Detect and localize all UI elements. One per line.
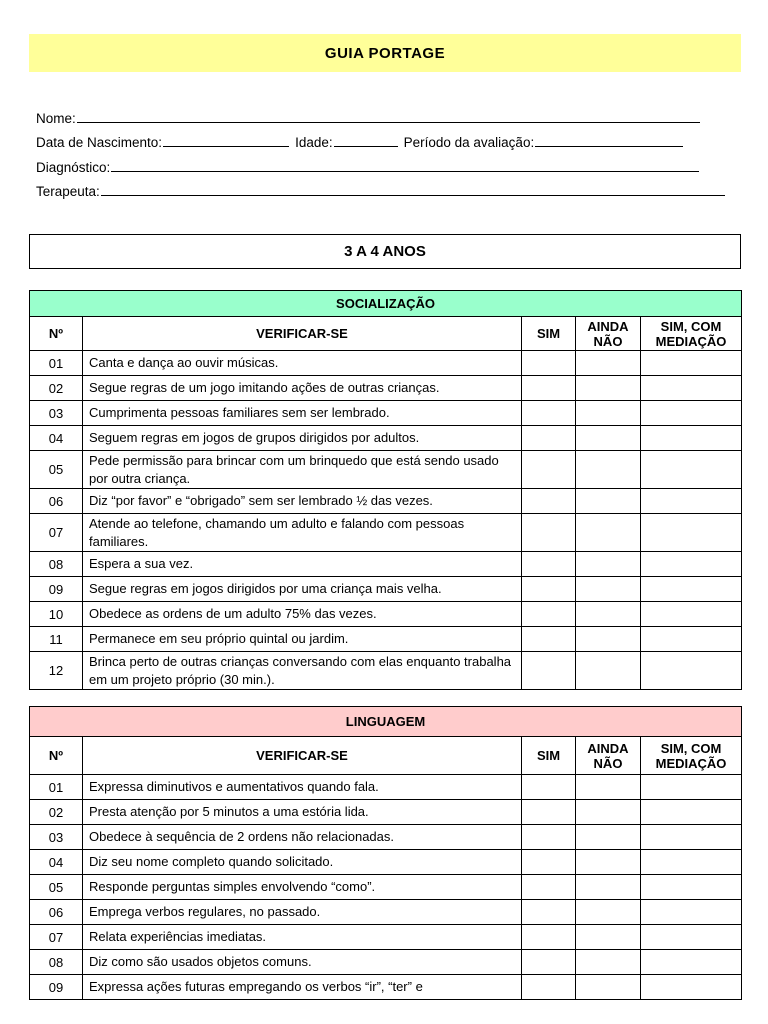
checklist-row [30,652,742,690]
socializacao-table [29,290,742,690]
ainda-nao-cell[interactable] [576,351,641,376]
idade-field[interactable] [334,146,398,147]
ainda-nao-cell[interactable] [576,577,641,602]
diagnostico-line [36,150,742,175]
ainda-nao-cell[interactable] [576,775,641,800]
item-description: Emprega verbos regulares, no passado. [83,900,522,925]
item-number: 08 [30,552,83,577]
item-description: Diz “por favor” e “obrigado” sem ser lembrado ½ das vezes. [83,489,522,514]
item-number: 06 [30,900,83,925]
item-number: 09 [30,577,83,602]
ainda-nao-cell[interactable] [576,800,641,825]
item-number: 10 [30,602,83,627]
checklist-row [30,775,742,800]
sim-cell[interactable] [522,975,576,1000]
col-ainda-nao-line2: NÃO [593,755,623,771]
terapeuta-label: Terapeuta: [36,184,100,199]
item-number: 02 [30,376,83,401]
checklist-row [30,800,742,825]
periodo-field[interactable] [535,146,683,147]
item-description: Pede permissão para brincar com um brinquedo que está sendo usado por outra criança. [83,451,522,489]
sim-cell[interactable] [522,875,576,900]
ainda-nao-cell[interactable] [576,552,641,577]
mediacao-cell[interactable] [641,514,742,552]
item-description: Presta atenção por 5 minutos a uma estória lida. [83,800,522,825]
sim-cell[interactable] [522,825,576,850]
sim-cell[interactable] [522,577,576,602]
item-description: Obedece à sequência de 2 ordens não relacionadas. [83,825,522,850]
mediacao-cell[interactable] [641,401,742,426]
nome-label: Nome: [36,110,76,126]
col-ainda-nao [576,317,641,351]
ainda-nao-cell[interactable] [576,825,641,850]
col-mediacao [641,737,742,775]
patient-form [36,101,742,199]
terapeuta-field[interactable] [101,195,725,196]
col-mediacao-line1: SIM, COM [660,740,722,756]
ainda-nao-cell[interactable] [576,925,641,950]
item-description: Expressa diminutivos e aumentativos quando fala. [83,775,522,800]
ainda-nao-cell[interactable] [576,602,641,627]
item-description: Diz seu nome completo quando solicitado. [83,850,522,875]
sim-cell[interactable] [522,602,576,627]
page-title: GUIA PORTAGE [29,34,741,72]
sim-cell[interactable] [522,451,576,489]
column-header-row [30,737,742,775]
mediacao-cell[interactable] [641,775,742,800]
idade-label: Idade: [295,135,333,150]
item-description: Seguem regras em jogos de grupos dirigidos por adultos. [83,426,522,451]
checklist-row [30,602,742,627]
col-item: VERIFICAR-SE [83,737,522,775]
checklist-row [30,900,742,925]
mediacao-cell[interactable] [641,627,742,652]
item-number: 04 [30,426,83,451]
nascimento-field[interactable] [163,146,289,147]
item-number: 11 [30,627,83,652]
terapeuta-line [36,175,742,200]
col-ainda-nao-line2: NÃO [593,333,623,349]
item-description: Diz como são usados objetos comuns. [83,950,522,975]
ainda-nao-cell[interactable] [576,426,641,451]
item-number: 07 [30,514,83,552]
nome-line [36,101,742,126]
ainda-nao-cell[interactable] [576,950,641,975]
item-number: 03 [30,825,83,850]
checklist-row [30,376,742,401]
checklist-row [30,875,742,900]
mediacao-cell[interactable] [641,800,742,825]
sim-cell[interactable] [522,514,576,552]
sim-cell[interactable] [522,401,576,426]
sim-cell[interactable] [522,426,576,451]
item-description: Relata experiências imediatas. [83,925,522,950]
mediacao-cell[interactable] [641,850,742,875]
item-description: Canta e dança ao ouvir músicas. [83,351,522,376]
item-number: 02 [30,800,83,825]
sim-cell[interactable] [522,552,576,577]
col-mediacao-line2: MEDIAÇÃO [655,755,727,771]
sim-cell[interactable] [522,950,576,975]
ainda-nao-cell[interactable] [576,850,641,875]
linguagem-table [29,706,742,1000]
checklist-row [30,351,742,376]
checklist-row [30,451,742,489]
item-description: Atende ao telefone, chamando um adulto e falando com pessoas familiares. [83,514,522,552]
checklist-row [30,950,742,975]
nascimento-line [36,126,742,151]
col-ainda-nao-line1: AINDA [587,740,629,756]
mediacao-cell[interactable] [641,652,742,690]
mediacao-cell[interactable] [641,825,742,850]
sim-cell[interactable] [522,627,576,652]
col-mediacao-line2: MEDIAÇÃO [655,333,727,349]
ainda-nao-cell[interactable] [576,489,641,514]
ainda-nao-cell[interactable] [576,514,641,552]
item-description: Brinca perto de outras crianças conversando com elas enquanto trabalha em um projeto próprio (30 min.). [83,652,522,690]
socializacao-header: SOCIALIZAÇÃO [30,291,742,317]
checklist-row [30,489,742,514]
checklist-row [30,514,742,552]
checklist-row [30,925,742,950]
checklist-row [30,850,742,875]
ainda-nao-cell[interactable] [576,900,641,925]
ainda-nao-cell[interactable] [576,652,641,690]
sim-cell[interactable] [522,351,576,376]
ainda-nao-cell[interactable] [576,401,641,426]
mediacao-cell[interactable] [641,552,742,577]
sim-cell[interactable] [522,850,576,875]
diagnostico-field[interactable] [111,171,699,172]
item-number: 06 [30,489,83,514]
ainda-nao-cell[interactable] [576,451,641,489]
col-sim: SIM [522,737,576,775]
periodo-label: Período da avaliação: [403,135,535,150]
checklist-row [30,401,742,426]
item-description: Obedece as ordens de um adulto 75% das vezes. [83,602,522,627]
mediacao-cell[interactable] [641,376,742,401]
checklist-row [30,426,742,451]
mediacao-cell[interactable] [641,975,742,1000]
sim-cell[interactable] [522,925,576,950]
mediacao-cell[interactable] [641,602,742,627]
item-number: 09 [30,975,83,1000]
item-description: Responde perguntas simples envolvendo “como”. [83,875,522,900]
ainda-nao-cell[interactable] [576,875,641,900]
checklist-row [30,975,742,1000]
mediacao-cell[interactable] [641,875,742,900]
ainda-nao-cell[interactable] [576,627,641,652]
mediacao-cell[interactable] [641,925,742,950]
age-range-heading: 3 A 4 ANOS [29,234,741,269]
item-description: Segue regras de um jogo imitando ações de outras crianças. [83,376,522,401]
col-ainda-nao-line1: AINDA [587,318,629,334]
item-description: Espera a sua vez. [83,552,522,577]
checklist-row [30,552,742,577]
column-header-row [30,317,742,351]
mediacao-cell[interactable] [641,351,742,376]
col-ainda-nao [576,737,641,775]
item-number: 12 [30,652,83,690]
sim-cell[interactable] [522,489,576,514]
sim-cell[interactable] [522,775,576,800]
linguagem-header: LINGUAGEM [30,707,742,737]
mediacao-cell[interactable] [641,489,742,514]
col-mediacao-line1: SIM, COM [660,318,722,334]
item-description: Segue regras em jogos dirigidos por uma criança mais velha. [83,577,522,602]
nome-field[interactable] [77,122,700,123]
ainda-nao-cell[interactable] [576,376,641,401]
item-number: 08 [30,950,83,975]
col-item: VERIFICAR-SE [83,317,522,351]
sim-cell[interactable] [522,800,576,825]
diagnostico-label: Diagnóstico: [36,159,111,175]
checklist-row [30,577,742,602]
sim-cell[interactable] [522,652,576,690]
mediacao-cell[interactable] [641,426,742,451]
item-number: 01 [30,775,83,800]
item-number: 05 [30,875,83,900]
sim-cell[interactable] [522,376,576,401]
ainda-nao-cell[interactable] [576,975,641,1000]
checklist-row [30,627,742,652]
mediacao-cell[interactable] [641,950,742,975]
item-number: 07 [30,925,83,950]
item-description: Permanece em seu próprio quintal ou jardim. [83,627,522,652]
item-description: Cumprimenta pessoas familiares sem ser lembrado. [83,401,522,426]
mediacao-cell[interactable] [641,451,742,489]
item-number: 01 [30,351,83,376]
col-num: Nº [30,317,83,351]
col-num: Nº [30,737,83,775]
mediacao-cell[interactable] [641,900,742,925]
item-number: 05 [30,451,83,489]
mediacao-cell[interactable] [641,577,742,602]
col-mediacao [641,317,742,351]
item-number: 04 [30,850,83,875]
sim-cell[interactable] [522,900,576,925]
item-description: Expressa ações futuras empregando os verbos “ir”, “ter” e [83,975,522,1000]
col-sim: SIM [522,317,576,351]
item-number: 03 [30,401,83,426]
checklist-row [30,825,742,850]
nascimento-label: Data de Nascimento: [36,135,163,150]
